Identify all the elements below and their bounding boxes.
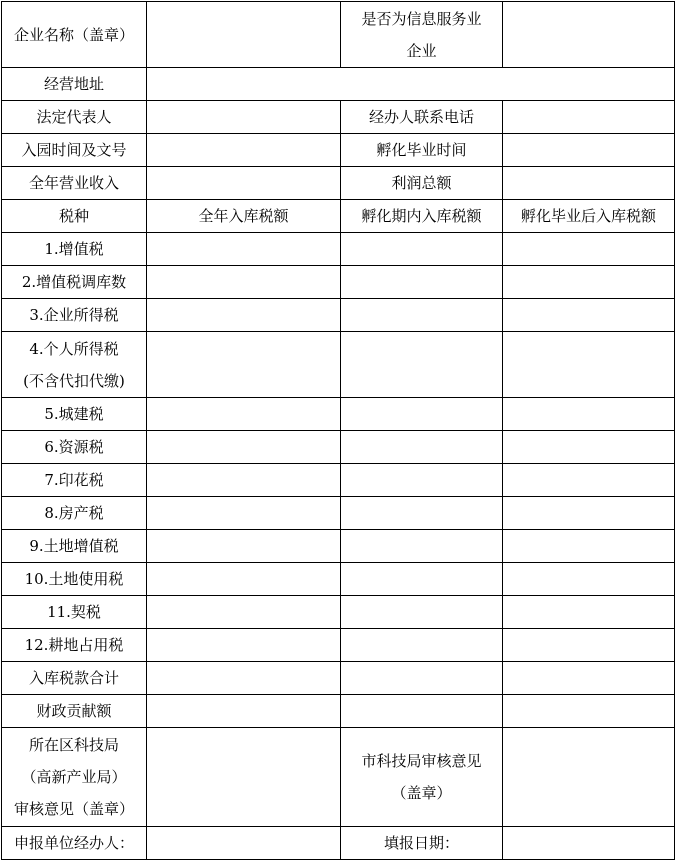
cell-incubation-tax[interactable]	[341, 464, 503, 497]
col-header-incubation-tax: 孵化期内入库税额	[341, 200, 503, 233]
table-row	[2, 398, 675, 431]
cell-incubation-tax[interactable]	[341, 596, 503, 629]
cell-incubation-tax[interactable]	[341, 530, 503, 563]
cell-incubation-tax[interactable]	[341, 629, 503, 662]
col-header-post-graduation-tax: 孵化毕业后入库税额	[503, 200, 675, 233]
cell-incubation-tax[interactable]	[341, 332, 503, 398]
field-applicant-handler[interactable]	[147, 827, 341, 860]
field-company-name[interactable]	[147, 2, 341, 68]
cell-post-graduation-tax[interactable]	[503, 332, 675, 398]
label-entry-time: 入园时间及文号	[2, 134, 147, 167]
cell-annual-tax[interactable]	[147, 662, 341, 695]
cell-annual-tax[interactable]	[147, 332, 341, 398]
table-row	[2, 332, 675, 398]
cell-incubation-tax[interactable]	[341, 233, 503, 266]
tax-type-label: 9.土地增值税	[2, 530, 147, 563]
row-column-headers	[2, 200, 675, 233]
cell-incubation-tax[interactable]	[341, 662, 503, 695]
cell-post-graduation-tax[interactable]	[503, 530, 675, 563]
field-graduation-time[interactable]	[503, 134, 675, 167]
cell-post-graduation-tax[interactable]	[503, 497, 675, 530]
tax-report-table	[1, 1, 675, 860]
label-graduation-time: 孵化毕业时间	[341, 134, 503, 167]
label-total-profit: 利润总额	[341, 167, 503, 200]
cell-post-graduation-tax[interactable]	[503, 629, 675, 662]
field-is-info-service[interactable]	[503, 2, 675, 68]
cell-annual-tax[interactable]	[147, 398, 341, 431]
field-total-profit[interactable]	[503, 167, 675, 200]
tax-type-label: 12.耕地占用税	[2, 629, 147, 662]
table-row	[2, 530, 675, 563]
cell-annual-tax[interactable]	[147, 596, 341, 629]
row-review	[2, 728, 675, 827]
label-fill-date: 填报日期：	[341, 827, 503, 860]
field-entry-time[interactable]	[147, 134, 341, 167]
table-row	[2, 662, 675, 695]
table-row	[2, 563, 675, 596]
table-row	[2, 497, 675, 530]
tax-type-label: 1.增值税	[2, 233, 147, 266]
field-legal-rep[interactable]	[147, 101, 341, 134]
cell-annual-tax[interactable]	[147, 497, 341, 530]
label-city-review: 市科技局审核意见 （盖章）	[341, 728, 503, 827]
field-handler-phone[interactable]	[503, 101, 675, 134]
row-entry-time	[2, 134, 675, 167]
field-business-address[interactable]	[147, 68, 675, 101]
label-annual-revenue: 全年营业收入	[2, 167, 147, 200]
row-footer	[2, 827, 675, 860]
field-annual-revenue[interactable]	[147, 167, 341, 200]
table-row	[2, 266, 675, 299]
table-row	[2, 695, 675, 728]
col-header-tax-type: 税种	[2, 200, 147, 233]
tax-type-label: 2.增值税调库数	[2, 266, 147, 299]
tax-type-label: 4.个人所得税 (不含代扣代缴)	[2, 332, 147, 398]
label-legal-rep: 法定代表人	[2, 101, 147, 134]
cell-annual-tax[interactable]	[147, 299, 341, 332]
row-address	[2, 68, 675, 101]
cell-annual-tax[interactable]	[147, 233, 341, 266]
cell-post-graduation-tax[interactable]	[503, 563, 675, 596]
cell-incubation-tax[interactable]	[341, 398, 503, 431]
row-legal-rep	[2, 101, 675, 134]
tax-type-label: 10.土地使用税	[2, 563, 147, 596]
tax-type-label: 7.印花税	[2, 464, 147, 497]
cell-post-graduation-tax[interactable]	[503, 695, 675, 728]
tax-type-label: 5.城建税	[2, 398, 147, 431]
cell-incubation-tax[interactable]	[341, 431, 503, 464]
label-handler-phone: 经办人联系电话	[341, 101, 503, 134]
tax-type-label: 入库税款合计	[2, 662, 147, 695]
tax-type-label: 财政贡献额	[2, 695, 147, 728]
cell-annual-tax[interactable]	[147, 629, 341, 662]
table-row	[2, 464, 675, 497]
cell-post-graduation-tax[interactable]	[503, 233, 675, 266]
table-row	[2, 596, 675, 629]
cell-post-graduation-tax[interactable]	[503, 464, 675, 497]
cell-annual-tax[interactable]	[147, 266, 341, 299]
row-company	[2, 2, 675, 68]
cell-incubation-tax[interactable]	[341, 695, 503, 728]
table-row	[2, 629, 675, 662]
label-business-address: 经营地址	[2, 68, 147, 101]
tax-type-label: 6.资源税	[2, 431, 147, 464]
cell-annual-tax[interactable]	[147, 431, 341, 464]
tax-type-label: 11.契税	[2, 596, 147, 629]
cell-incubation-tax[interactable]	[341, 266, 503, 299]
field-fill-date[interactable]	[503, 827, 675, 860]
field-city-review[interactable]	[503, 728, 675, 827]
cell-incubation-tax[interactable]	[341, 299, 503, 332]
cell-post-graduation-tax[interactable]	[503, 299, 675, 332]
cell-annual-tax[interactable]	[147, 695, 341, 728]
field-district-review[interactable]	[147, 728, 341, 827]
label-district-review: 所在区科技局 （高新产业局） 审核意见（盖章）	[2, 728, 147, 827]
cell-post-graduation-tax[interactable]	[503, 662, 675, 695]
table-row	[2, 233, 675, 266]
label-applicant-handler: 申报单位经办人：	[2, 827, 147, 860]
cell-post-graduation-tax[interactable]	[503, 266, 675, 299]
table-row	[2, 299, 675, 332]
tax-type-label: 8.房产税	[2, 497, 147, 530]
cell-post-graduation-tax[interactable]	[503, 431, 675, 464]
label-company-name: 企业名称（盖章）	[2, 2, 147, 68]
cell-annual-tax[interactable]	[147, 563, 341, 596]
cell-incubation-tax[interactable]	[341, 563, 503, 596]
row-revenue	[2, 167, 675, 200]
label-is-info-service: 是否为信息服务业 企业	[341, 2, 503, 68]
cell-annual-tax[interactable]	[147, 464, 341, 497]
col-header-annual-tax: 全年入库税额	[147, 200, 341, 233]
cell-post-graduation-tax[interactable]	[503, 398, 675, 431]
cell-incubation-tax[interactable]	[341, 497, 503, 530]
tax-type-label: 3.企业所得税	[2, 299, 147, 332]
cell-annual-tax[interactable]	[147, 530, 341, 563]
cell-post-graduation-tax[interactable]	[503, 596, 675, 629]
table-row	[2, 431, 675, 464]
